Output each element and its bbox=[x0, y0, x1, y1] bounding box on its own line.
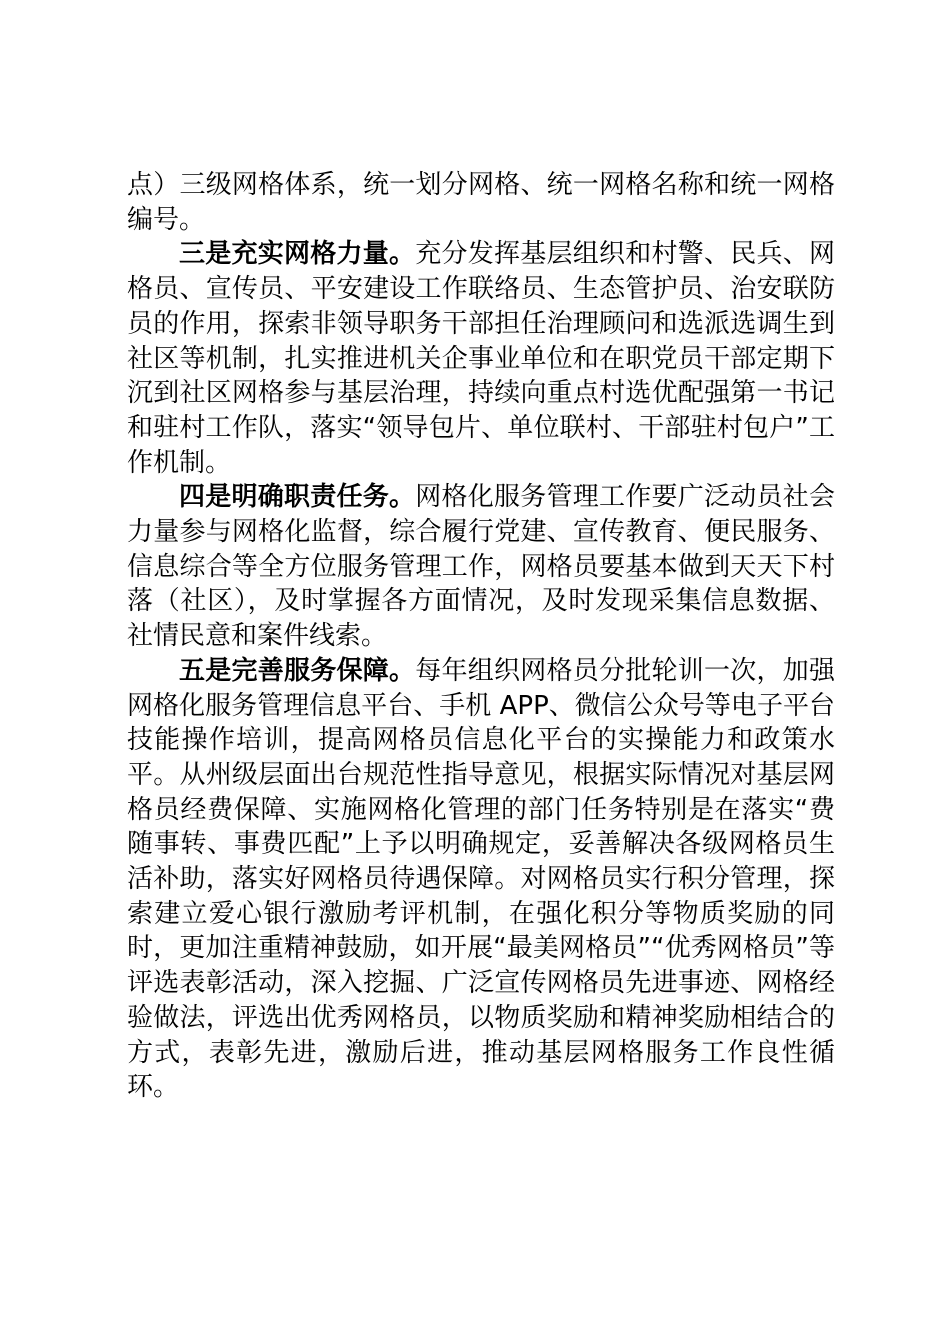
document-body bbox=[127, 168, 835, 1105]
paragraph-continuation bbox=[127, 168, 835, 237]
paragraph-text: 充分发挥基层组织和村警、民兵、网格员、宣传员、平安建设工作联络员、生态管护员、治安联防员的作用，探索非领导职务干部担任治理顾问和选派选调生到社区等机制，扎实推进机关企事业单位和在职党员干部定期下沉到社区网格参与基层治理，持续向重点村选优配强第一书记和驻村工作队，落实“领导包片、单位联村、干部驻村包户”工作机制。 bbox=[127, 239, 835, 478]
paragraph-clarify-duties bbox=[127, 480, 835, 654]
paragraph-improve-service-guarantee bbox=[127, 654, 835, 1105]
paragraph-text: 点）三级网格体系，统一划分网格、统一网格名称和统一网格编号。 bbox=[127, 170, 835, 235]
paragraph-text: 网格化服务管理工作要广泛动员社会力量参与网格化监督，综合履行党建、宣传教育、便民服务、信息综合等全方位服务管理工作，网格员要基本做到天天下村落（社区），及时掌握各方面情况，及时发现采集信息数据、社情民意和案件线索。 bbox=[127, 482, 835, 652]
paragraph-text: 每年组织网格员分批轮训一次，加强网格化服务管理信息平台、手机 APP、微信公众号等电子平台技能操作培训，提高网格员信息化平台的实操能力和政策水平。从州级层面出台规范性指导意见，根据实际情况对基层网格员经费保障、实施网格化管理的部门任务特别是在落实“费随事转、事费匹配”上予以明确规定，妥善解决各级网格员生活补助，落实好网格员待遇保障。对网格员实行积分管理，探索建立爱心银行激励考评机制，在强化积分等物质奖励的同时，更加注重精神鼓励，如开展“最美网格员”“优秀网格员”等评选表彰活动，深入挖掘、广泛宣传网格员先进事迹、网格经验做法，评选出优秀网格员，以物质奖励和精神奖励相结合的方式，表彰先进，激励后进，推动基层网格服务工作良性循环。 bbox=[127, 655, 835, 1103]
paragraph-heading: 四是明确职责任务。 bbox=[179, 482, 416, 513]
paragraph-heading: 三是充实网格力量。 bbox=[179, 239, 416, 270]
paragraph-heading: 五是完善服务保障。 bbox=[179, 655, 416, 686]
paragraph-strengthen-grid-force bbox=[127, 237, 835, 480]
